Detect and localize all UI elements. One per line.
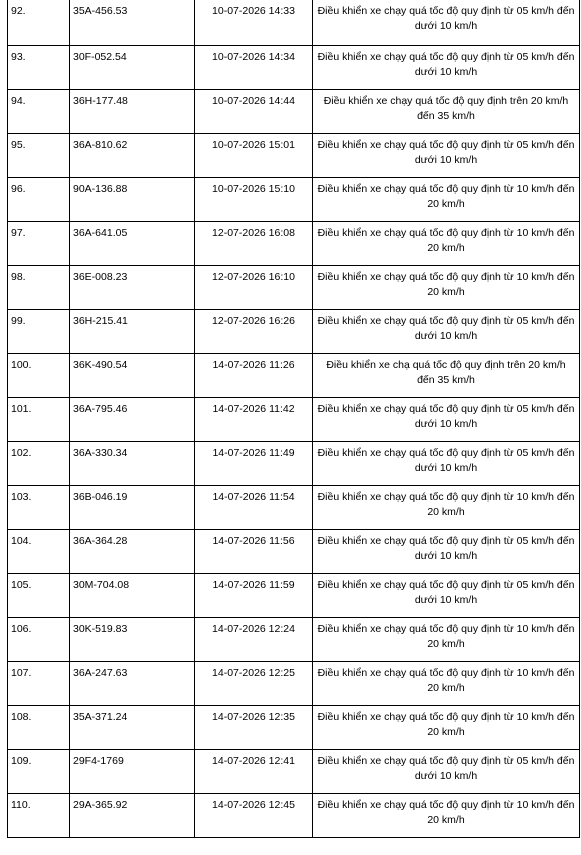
license-plate-cell: 35A-456.53 <box>70 0 195 45</box>
row-number-cell: 95. <box>8 133 70 177</box>
license-plate-cell: 36E-008.23 <box>70 265 195 309</box>
table-row <box>8 529 580 573</box>
violation-time-cell: 14-07-2026 12:45 <box>195 793 313 837</box>
row-number-cell: 109. <box>8 749 70 793</box>
license-plate-cell: 36A-795.46 <box>70 397 195 441</box>
violation-description-cell: Điều khiển xe chạy quá tốc độ quy định từ 05 km/h đến dưới 10 km/h <box>313 45 580 89</box>
license-plate-cell: 36B-046.19 <box>70 485 195 529</box>
violation-time-cell: 10-07-2026 14:34 <box>195 45 313 89</box>
violation-time-cell: 14-07-2026 12:41 <box>195 749 313 793</box>
violation-description-cell: Điều khiển xe chạy quá tốc độ quy định từ 10 km/h đến 20 km/h <box>313 661 580 705</box>
violation-time-cell: 12-07-2026 16:10 <box>195 265 313 309</box>
violation-time-cell: 10-07-2026 15:01 <box>195 133 313 177</box>
license-plate-cell: 30K-519.83 <box>70 617 195 661</box>
violation-description-cell: Điều khiển xe chạ quá tốc độ quy định trên 20 km/h đến 35 km/h <box>313 353 580 397</box>
violation-time-cell: 14-07-2026 11:54 <box>195 485 313 529</box>
violation-description-cell: Điều khiển xe chạy quá tốc độ quy định từ 10 km/h đến 20 km/h <box>313 617 580 661</box>
license-plate-cell: 30M-704.08 <box>70 573 195 617</box>
violation-description-cell: Điều khiển xe chạy quá tốc độ quy định từ 10 km/h đến 20 km/h <box>313 221 580 265</box>
row-number-cell: 102. <box>8 441 70 485</box>
table-row <box>8 353 580 397</box>
row-number-cell: 96. <box>8 177 70 221</box>
violation-time-cell: 10-07-2026 15:10 <box>195 177 313 221</box>
table-row <box>8 89 580 133</box>
license-plate-cell: 36A-364.28 <box>70 529 195 573</box>
table-row <box>8 749 580 793</box>
license-plate-cell: 36A-810.62 <box>70 133 195 177</box>
table-row <box>8 221 580 265</box>
violation-time-cell: 10-07-2026 14:33 <box>195 0 313 45</box>
row-number-cell: 98. <box>8 265 70 309</box>
violation-description-cell: Điều khiển xe chạy quá tốc độ quy định từ 05 km/h đến dưới 10 km/h <box>313 441 580 485</box>
license-plate-cell: 36H-177.48 <box>70 89 195 133</box>
table-row <box>8 485 580 529</box>
violation-description-cell: Điều khiển xe chạy quá tốc độ quy định từ 10 km/h đến 20 km/h <box>313 705 580 749</box>
table-row <box>8 441 580 485</box>
violation-description-cell: Điều khiển xe chạy quá tốc độ quy định từ 05 km/h đến dưới 10 km/h <box>313 133 580 177</box>
violation-description-cell: Điều khiển xe chạy quá tốc độ quy định từ 05 km/h đến dưới 10 km/h <box>313 397 580 441</box>
row-number-cell: 110. <box>8 793 70 837</box>
license-plate-cell: 36K-490.54 <box>70 353 195 397</box>
row-number-cell: 92. <box>8 0 70 45</box>
table-row <box>8 45 580 89</box>
row-number-cell: 94. <box>8 89 70 133</box>
violation-time-cell: 14-07-2026 11:49 <box>195 441 313 485</box>
violation-time-cell: 14-07-2026 11:56 <box>195 529 313 573</box>
row-number-cell: 104. <box>8 529 70 573</box>
violation-time-cell: 14-07-2026 12:35 <box>195 705 313 749</box>
license-plate-cell: 29A-365.92 <box>70 793 195 837</box>
table-row <box>8 133 580 177</box>
license-plate-cell: 36H-215.41 <box>70 309 195 353</box>
row-number-cell: 103. <box>8 485 70 529</box>
violation-time-cell: 14-07-2026 11:26 <box>195 353 313 397</box>
violation-time-cell: 14-07-2026 12:25 <box>195 661 313 705</box>
table-row <box>8 265 580 309</box>
license-plate-cell: 35A-371.24 <box>70 705 195 749</box>
row-number-cell: 107. <box>8 661 70 705</box>
row-number-cell: 101. <box>8 397 70 441</box>
table-row <box>8 573 580 617</box>
violations-table <box>7 0 580 838</box>
table-row <box>8 793 580 837</box>
license-plate-cell: 36A-247.63 <box>70 661 195 705</box>
violation-time-cell: 10-07-2026 14:44 <box>195 89 313 133</box>
row-number-cell: 100. <box>8 353 70 397</box>
violation-description-cell: Điều khiển xe chạy quá tốc độ quy định từ 05 km/h đến dưới 10 km/h <box>313 749 580 793</box>
license-plate-cell: 29F4-1769 <box>70 749 195 793</box>
table-row <box>8 661 580 705</box>
violation-time-cell: 14-07-2026 11:59 <box>195 573 313 617</box>
row-number-cell: 99. <box>8 309 70 353</box>
row-number-cell: 97. <box>8 221 70 265</box>
violation-description-cell: Điều khiển xe chạy quá tốc độ quy định từ 05 km/h đến dưới 10 km/h <box>313 0 580 45</box>
row-number-cell: 108. <box>8 705 70 749</box>
row-number-cell: 105. <box>8 573 70 617</box>
table-row <box>8 397 580 441</box>
violation-description-cell: Điều khiển xe chạy quá tốc độ quy định từ 05 km/h đến dưới 10 km/h <box>313 529 580 573</box>
violation-description-cell: Điều khiển xe chạy quá tốc độ quy định từ 05 km/h đến dưới 10 km/h <box>313 309 580 353</box>
license-plate-cell: 36A-641.05 <box>70 221 195 265</box>
table-row <box>8 0 580 45</box>
violation-description-cell: Điều khiển xe chạy quá tốc độ quy định từ 10 km/h đến 20 km/h <box>313 793 580 837</box>
row-number-cell: 93. <box>8 45 70 89</box>
table-row <box>8 177 580 221</box>
violation-time-cell: 14-07-2026 11:42 <box>195 397 313 441</box>
row-number-cell: 106. <box>8 617 70 661</box>
violation-description-cell: Điều khiển xe chạy quá tốc độ quy định trên 20 km/h đến 35 km/h <box>313 89 580 133</box>
table-row <box>8 705 580 749</box>
violation-description-cell: Điều khiển xe chạy quá tốc độ quy định từ 10 km/h đến 20 km/h <box>313 265 580 309</box>
table-row <box>8 309 580 353</box>
violation-time-cell: 12-07-2026 16:08 <box>195 221 313 265</box>
license-plate-cell: 30F-052.54 <box>70 45 195 89</box>
violation-time-cell: 12-07-2026 16:26 <box>195 309 313 353</box>
license-plate-cell: 90A-136.88 <box>70 177 195 221</box>
table-row <box>8 617 580 661</box>
violation-time-cell: 14-07-2026 12:24 <box>195 617 313 661</box>
violations-table-body <box>8 0 580 837</box>
violation-description-cell: Điều khiển xe chạy quá tốc độ quy định từ 05 km/h đến dưới 10 km/h <box>313 573 580 617</box>
license-plate-cell: 36A-330.34 <box>70 441 195 485</box>
violation-description-cell: Điều khiển xe chạy quá tốc độ quy định từ 10 km/h đến 20 km/h <box>313 177 580 221</box>
violation-description-cell: Điều khiển xe chạy quá tốc độ quy định từ 10 km/h đến 20 km/h <box>313 485 580 529</box>
